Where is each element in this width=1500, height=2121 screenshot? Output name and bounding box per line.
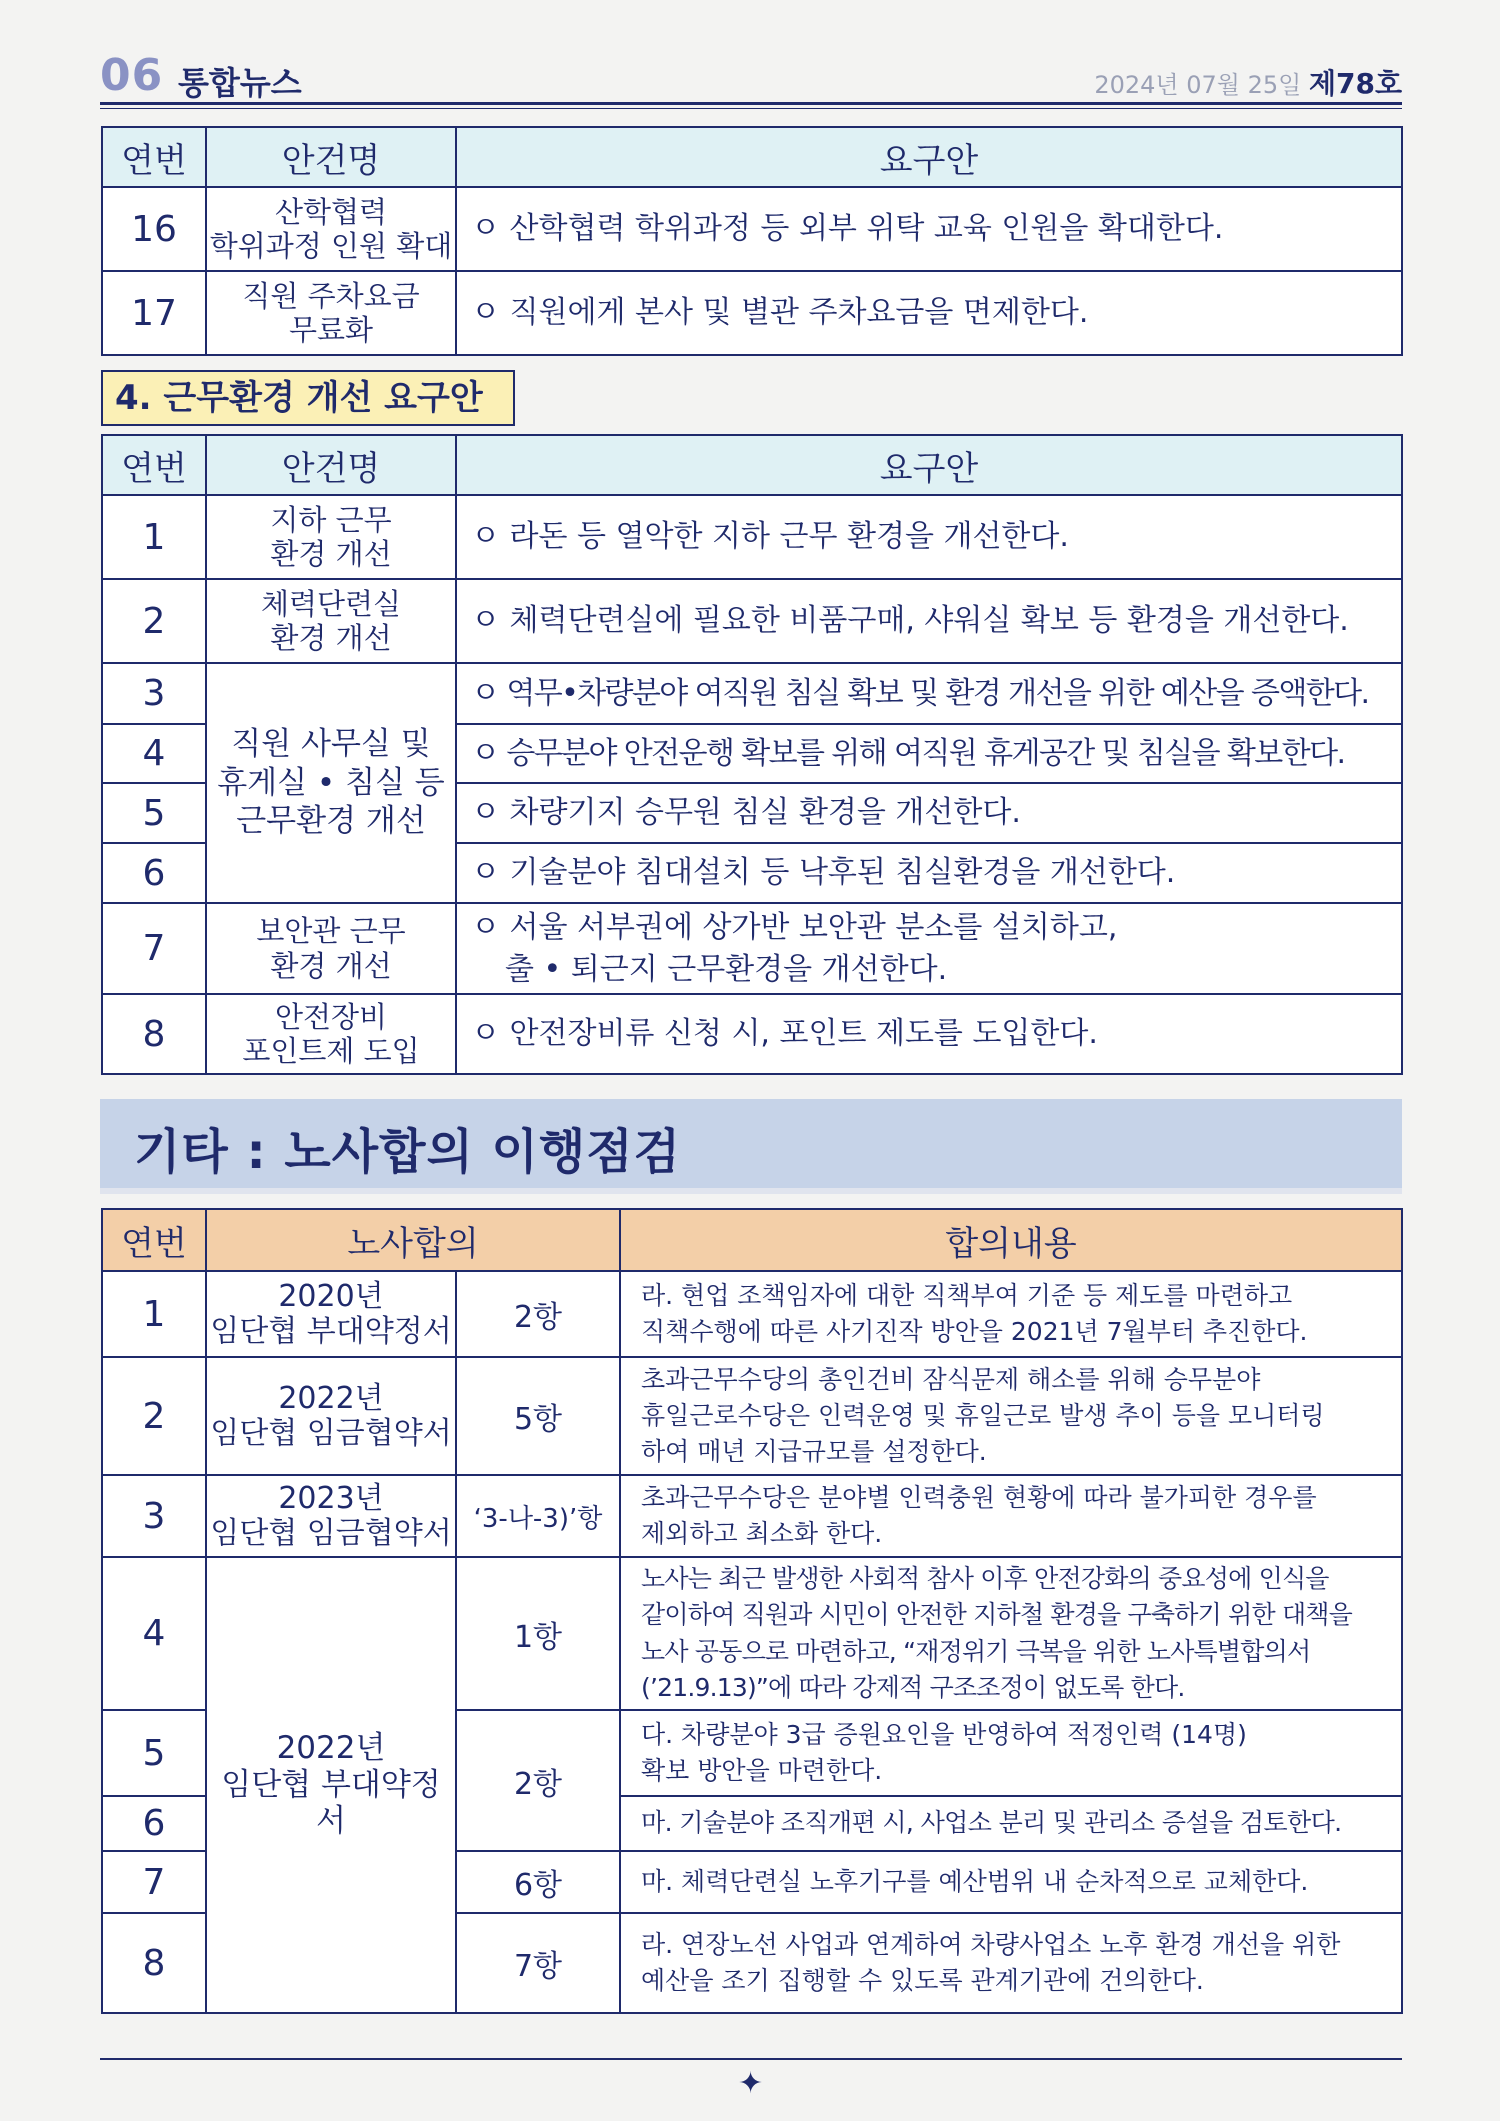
agreement-content <box>620 1475 1402 1557</box>
issue-info <box>1094 62 1402 102</box>
table-row <box>102 187 1402 271</box>
item-name <box>206 495 456 579</box>
page-header <box>100 50 1402 102</box>
content-line: 하여 매년 지급규모를 설정한다. <box>641 1437 987 1467</box>
demand-text <box>456 903 1402 994</box>
issue-number: 제78호 <box>1308 67 1402 100</box>
clause: 5항 <box>456 1357 620 1475</box>
demand-text: ㅇ 산학협력 학위과정 등 외부 위탁 교육 인원을 확대한다. <box>456 187 1402 271</box>
row-number: 5 <box>102 783 206 843</box>
content-line: 라. 연장노선 사업과 연계하여 차량사업소 노후 환경 개선을 위한 <box>641 1929 1341 1959</box>
agreement-content: 마. 체력단련실 노후기구를 예산범위 내 순차적으로 교체한다. <box>620 1851 1402 1913</box>
header-no: 연번 <box>102 127 206 187</box>
agreement-content <box>620 1710 1402 1796</box>
demand-line: 출 • 퇴근지 근무환경을 개선한다. <box>505 951 948 987</box>
table-row <box>102 903 1402 994</box>
item-name <box>206 271 456 355</box>
clause: 2항 <box>456 1710 620 1851</box>
work-environment-table <box>101 434 1403 1075</box>
clause: 7항 <box>456 1913 620 2013</box>
section-label: 통합뉴스 <box>178 64 302 102</box>
demand-text: ㅇ 안전장비류 신청 시, 포인트 제도를 도입한다. <box>456 994 1402 1074</box>
item-name-line: 산학협력 <box>274 194 388 229</box>
table-row <box>102 579 1402 663</box>
content-line: 확보 방안을 마련한다. <box>641 1756 883 1785</box>
item-name-line: 포인트제 도입 <box>242 1034 420 1068</box>
row-number: 16 <box>102 187 206 271</box>
agreement-table <box>101 1208 1403 2014</box>
content-line: 초과근무수당은 분야별 인력충원 현황에 따라 불가피한 경우를 <box>641 1482 1317 1512</box>
header-no: 연번 <box>102 1209 206 1271</box>
header-agreement: 노사합의 <box>206 1209 620 1271</box>
row-number: 7 <box>102 903 206 994</box>
item-name <box>206 579 456 663</box>
content-line: 휴일근로수당은 인력운영 및 휴일근로 발생 추이 등을 모니터링 <box>641 1400 1325 1430</box>
demand-text: ㅇ 차량기지 승무원 침실 환경을 개선한다. <box>456 783 1402 843</box>
row-number: 3 <box>102 663 206 724</box>
agreement-doc <box>206 1357 456 1475</box>
header-demand: 요구안 <box>456 127 1402 187</box>
table-header-row <box>102 1209 1402 1271</box>
content-line: 제외하고 최소화 한다. <box>641 1519 883 1548</box>
table-row <box>102 271 1402 355</box>
star-ornament-icon: ✦ <box>738 2066 764 2101</box>
row-number: 4 <box>102 1557 206 1710</box>
demand-text: ㅇ 직원에게 본사 및 별관 주차요금을 면제한다. <box>456 271 1402 355</box>
demand-text: ㅇ 체력단련실에 필요한 비품구매, 샤워실 확보 등 환경을 개선한다. <box>456 579 1402 663</box>
agreement-content: 마. 기술분야 조직개편 시, 사업소 분리 및 관리소 증설을 검토한다. <box>620 1796 1402 1851</box>
row-number: 8 <box>102 994 206 1074</box>
content-line: 노사는 최근 발생한 사회적 참사 이후 안전강화의 중요성에 인식을 <box>641 1564 1329 1593</box>
row-number: 8 <box>102 1913 206 2013</box>
item-name-line: 지하 근무 <box>270 502 392 537</box>
table-row <box>102 495 1402 579</box>
table-row <box>102 1475 1402 1557</box>
table-row <box>102 1271 1402 1357</box>
content-line: 예산을 조기 집행할 수 있도록 관계기관에 건의한다. <box>641 1966 1204 1995</box>
item-name <box>206 994 456 1074</box>
row-number: 4 <box>102 724 206 783</box>
item-name-line: 학위과정 인원 확대 <box>209 229 453 263</box>
item-name-line: 무료화 <box>288 313 374 347</box>
agreement-content <box>620 1557 1402 1710</box>
merged-agreement-doc <box>206 1557 456 2013</box>
agreement-doc-line: 임단협 부대약정서 <box>210 1314 452 1349</box>
item-name-line: 휴게실 • 침실 등 <box>217 764 445 801</box>
item-name-line: 체력단련실 <box>260 586 402 621</box>
item-name-line: 직원 주차요금 <box>242 278 420 313</box>
item-name <box>206 903 456 994</box>
item-name-line: 환경 개선 <box>270 621 392 655</box>
clause: ‘3-나-3)’항 <box>456 1475 620 1557</box>
clause: 6항 <box>456 1851 620 1913</box>
row-number: 1 <box>102 1271 206 1357</box>
item-name <box>206 187 456 271</box>
agreement-doc-line: 2023년 <box>278 1480 384 1516</box>
row-number: 1 <box>102 495 206 579</box>
header-demand: 요구안 <box>456 435 1402 495</box>
content-line: 노사 공동으로 마련하고, “재정위기 극복을 위한 노사특별합의서 <box>641 1636 1311 1666</box>
page-number: 06 <box>100 50 164 101</box>
item-name-line: 근무환경 개선 <box>236 803 426 840</box>
table-row <box>102 994 1402 1074</box>
header-content: 합의내용 <box>620 1209 1402 1271</box>
demand-table-continued <box>101 126 1403 356</box>
section-heading: 4. 근무환경 개선 요구안 <box>101 370 515 426</box>
header-no: 연번 <box>102 435 206 495</box>
agreement-content <box>620 1271 1402 1357</box>
clause: 1항 <box>456 1557 620 1710</box>
row-number: 6 <box>102 843 206 903</box>
content-line: 같이하여 직원과 시민이 안전한 지하철 환경을 구축하기 위한 대책을 <box>641 1600 1352 1630</box>
row-number: 5 <box>102 1710 206 1796</box>
agreement-doc-line: 임단협 임금협약서 <box>210 1516 452 1551</box>
demand-text: ㅇ 역무•차량분야 여직원 침실 확보 및 환경 개선을 위한 예산을 증액한다. <box>456 663 1402 724</box>
row-number: 17 <box>102 271 206 355</box>
content-line: 초과근무수당의 총인건비 잠식문제 해소를 위해 승무분야 <box>641 1364 1261 1394</box>
table-header-row <box>102 435 1402 495</box>
row-number: 6 <box>102 1796 206 1851</box>
agreement-doc-line: 임단협 임금협약서 <box>210 1416 452 1451</box>
table-row <box>102 1557 1402 1710</box>
item-name-line: 환경 개선 <box>270 948 392 983</box>
header-rule <box>100 102 1402 105</box>
row-number: 2 <box>102 1357 206 1475</box>
agreement-content <box>620 1913 1402 2013</box>
content-line: 직책수행에 따른 사기진작 방안을 2021년 7월부터 추진한다. <box>641 1317 1308 1346</box>
demand-text: ㅇ 기술분야 침대설치 등 낙후된 침실환경을 개선한다. <box>456 843 1402 903</box>
table-row <box>102 663 1402 724</box>
row-number: 7 <box>102 1851 206 1913</box>
header-item: 안건명 <box>206 127 456 187</box>
row-number: 2 <box>102 579 206 663</box>
section-banner <box>100 1099 1402 1188</box>
item-name-line: 직원 사무실 및 <box>231 725 431 762</box>
item-name-line: 안전장비 <box>274 999 388 1034</box>
item-name-line: 환경 개선 <box>270 537 392 571</box>
banner-shadow <box>100 1188 1402 1194</box>
row-number: 3 <box>102 1475 206 1557</box>
issue-date: 2024년 07월 25일 <box>1094 71 1302 99</box>
footer-rule <box>100 2058 1402 2060</box>
clause: 2항 <box>456 1271 620 1357</box>
agreement-doc-line: 2022년 <box>278 1380 384 1416</box>
content-line: 다. 차량분야 3급 증원요인을 반영하여 적정인력 (14명) <box>641 1719 1247 1749</box>
agreement-doc <box>206 1271 456 1357</box>
demand-text: ㅇ 라돈 등 열악한 지하 근무 환경을 개선한다. <box>456 495 1402 579</box>
agreement-content <box>620 1357 1402 1475</box>
merged-item-name <box>206 663 456 903</box>
table-row <box>102 1357 1402 1475</box>
demand-text: ㅇ 승무분야 안전운행 확보를 위해 여직원 휴게공간 및 침실을 확보한다. <box>456 724 1402 783</box>
table-header-row <box>102 127 1402 187</box>
item-name-line: 보안관 근무 <box>256 914 406 949</box>
agreement-doc-line: 임단협 부대약정서 <box>221 1766 441 1840</box>
content-line: 라. 현업 조책임자에 대한 직책부여 기준 등 제도를 마련하고 <box>641 1280 1293 1310</box>
demand-line: ㅇ 서울 서부권에 상가반 보안관 분소를 설치하고, <box>471 909 1118 945</box>
header-rule-thin <box>100 108 1402 109</box>
agreement-doc-line: 2020년 <box>278 1278 384 1314</box>
agreement-doc-line: 2022년 <box>276 1730 386 1767</box>
header-item: 안건명 <box>206 435 456 495</box>
content-line: (’21.9.13)”에 따라 강제적 구조조정이 없도록 한다. <box>641 1672 1185 1702</box>
banner-title: 기타 : 노사합의 이행점검 <box>134 1124 682 1180</box>
agreement-doc <box>206 1475 456 1557</box>
